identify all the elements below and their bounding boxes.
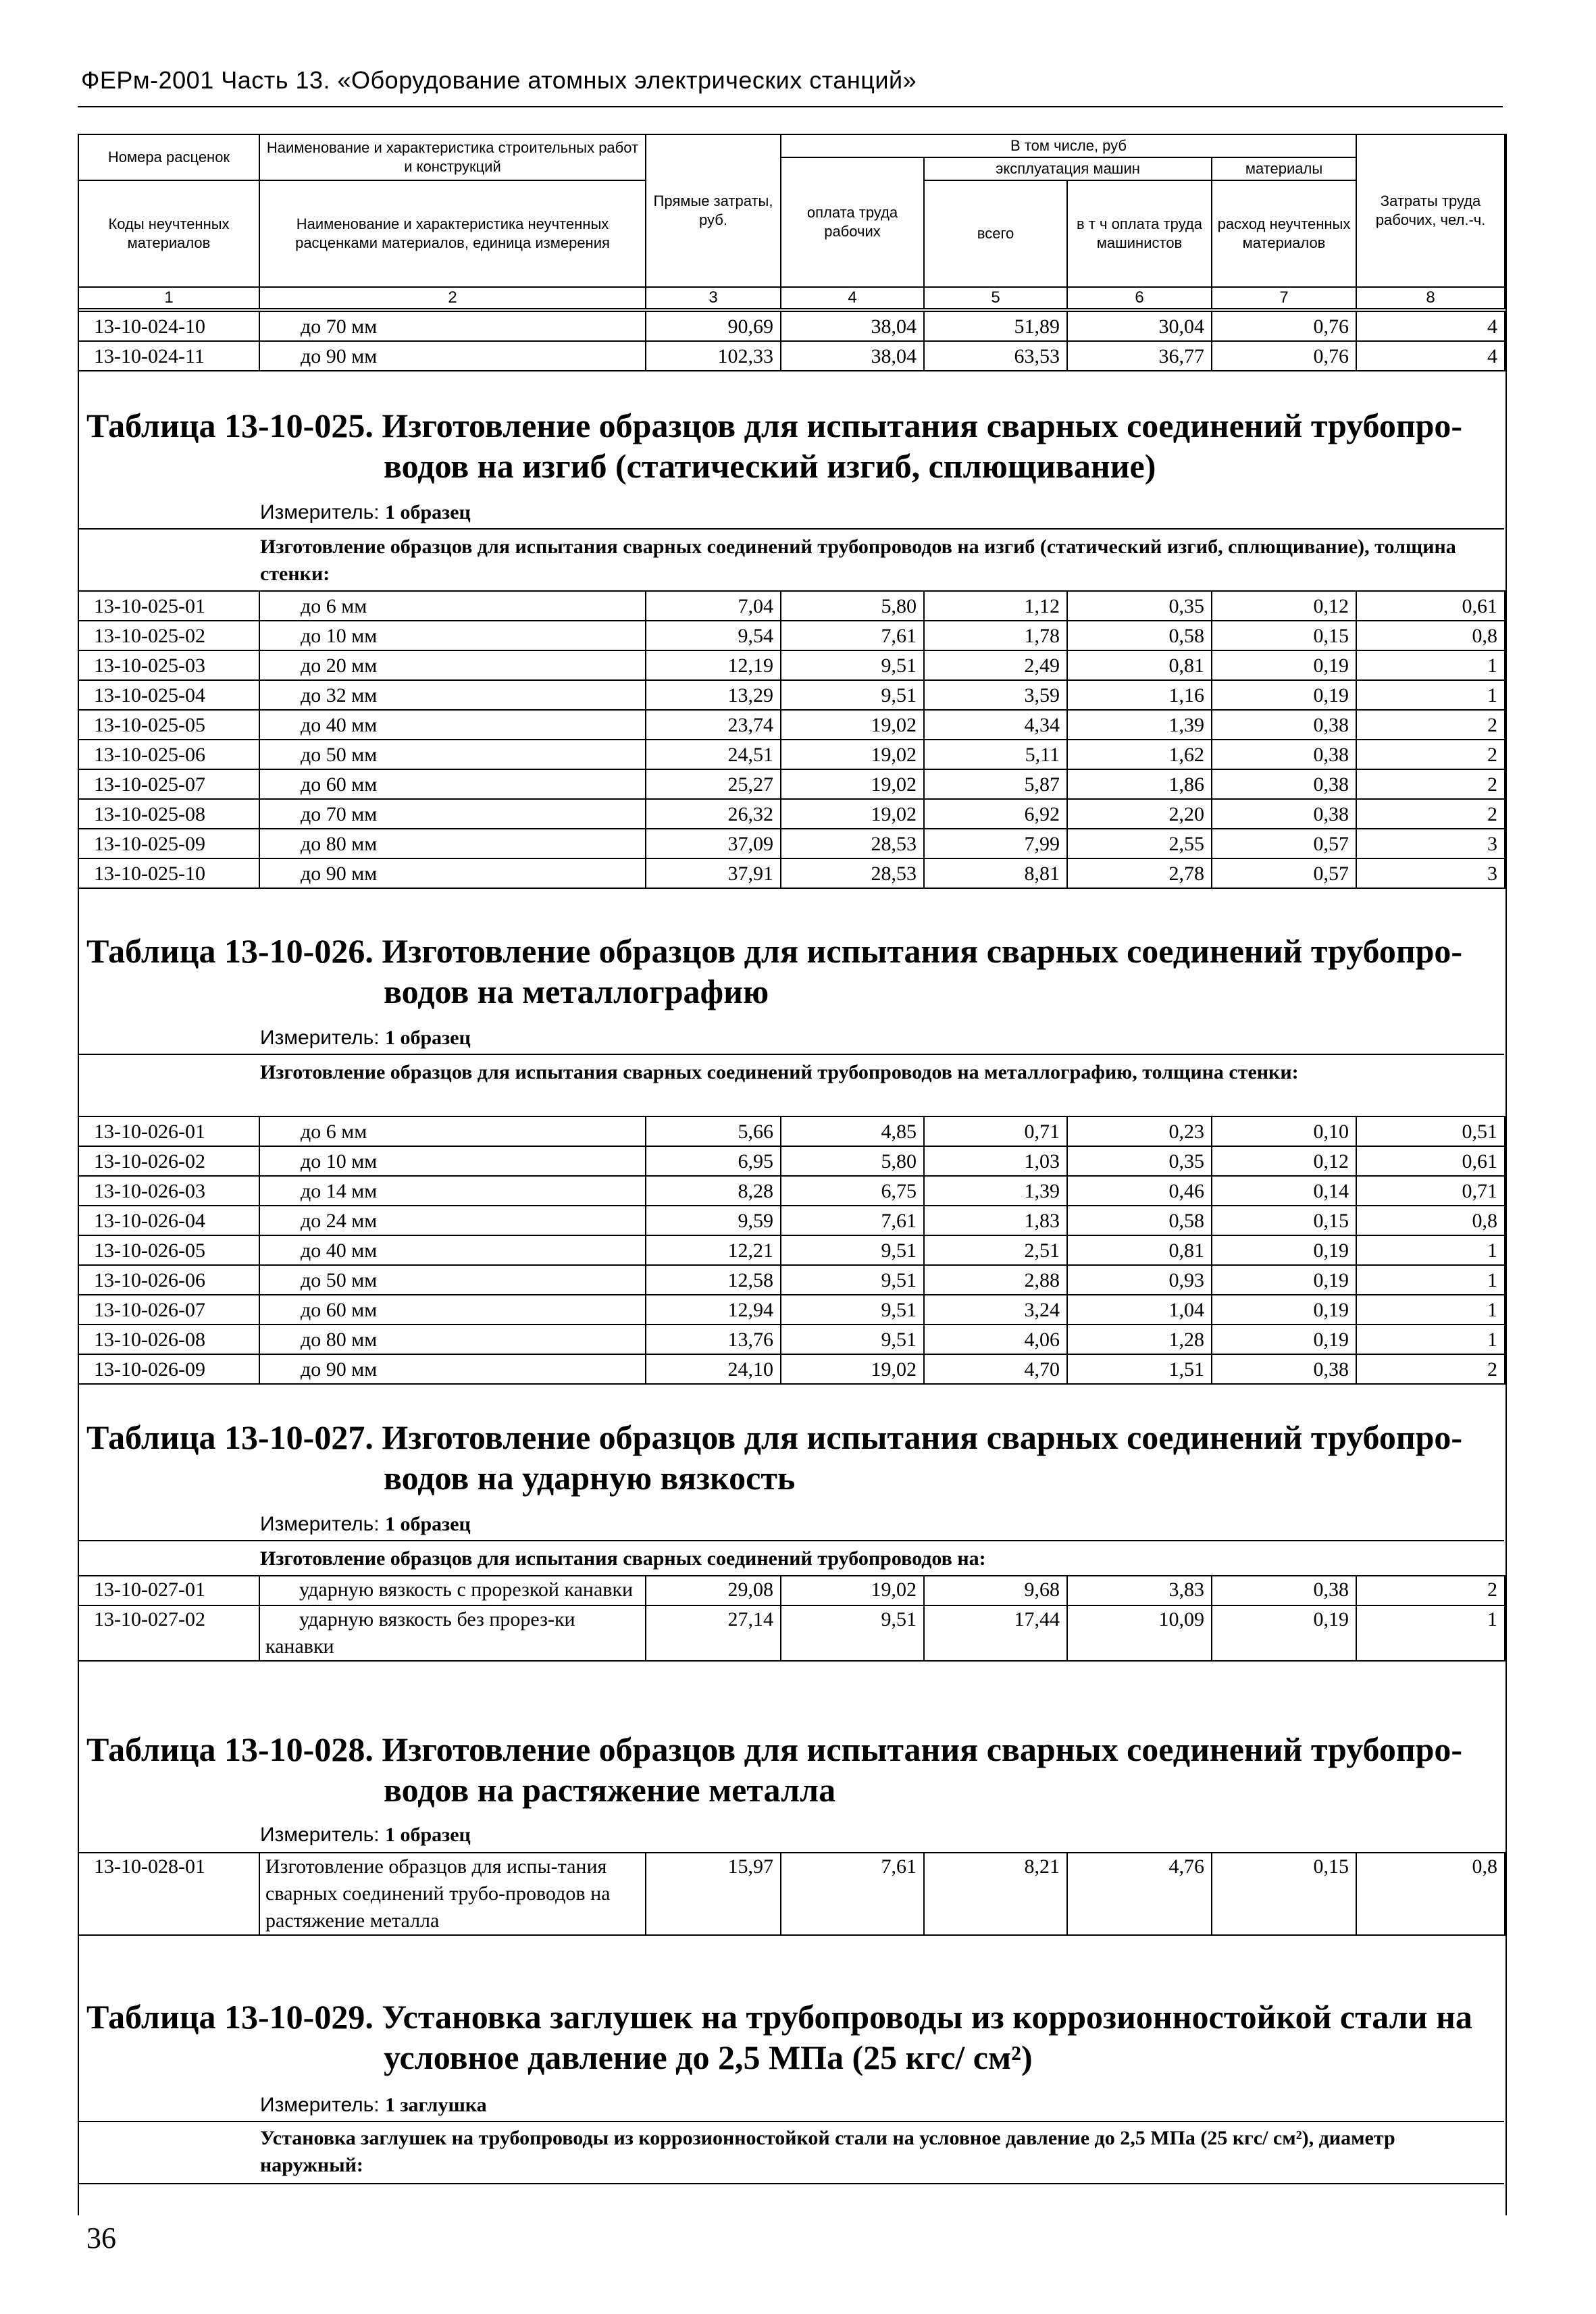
row-machines-total: 63,53 [924,341,1067,371]
row-machines-total: 6,92 [924,799,1067,829]
row-code: 13-10-025-04 [78,680,259,710]
header-group-label: В том числе, руб [781,134,1356,157]
header-col4: оплата труда рабочих [781,157,924,287]
row-labor-pay: 9,51 [781,650,924,680]
table-row [78,799,1505,829]
header-colnum: 7 [1212,287,1356,309]
row-labor-hours: 0,61 [1356,1146,1505,1176]
row-machines-total: 17,44 [924,1605,1067,1661]
table-row [78,1295,1505,1325]
row-materials: 0,19 [1212,680,1356,710]
row-code: 13-10-026-08 [78,1325,259,1354]
row-name: до 24 мм [259,1206,646,1235]
row-labor-hours: 1 [1356,1605,1505,1661]
row-machinists-pay: 0,58 [1067,1206,1212,1235]
table-title-line2: водов на растяжение металла [384,1771,836,1809]
row-code: 13-10-026-03 [78,1176,259,1206]
table-028-title [86,1729,1498,1810]
row-machinists-pay: 2,78 [1067,858,1212,888]
row-code: 13-10-025-02 [78,621,259,650]
row-labor-hours: 2 [1356,1576,1505,1605]
table-027-description: Изготовление образцов для испытания сварных соединений трубопроводов на: [260,1547,986,1570]
row-labor-pay: 9,51 [781,1235,924,1265]
row-labor-hours: 2 [1356,710,1505,740]
row-labor-hours: 2 [1356,740,1505,769]
table-row [78,1265,1505,1295]
row-machinists-pay: 2,55 [1067,829,1212,858]
table-row [78,1235,1505,1265]
row-machines-total: 9,68 [924,1576,1067,1605]
row-direct-cost: 27,14 [646,1605,781,1661]
table-row [78,769,1505,799]
row-machinists-pay: 0,81 [1067,650,1212,680]
header-colnum: 4 [781,287,924,309]
running-head: ФЕРм-2001 Часть 13. «Оборудование атомных электрических станций» [81,66,917,94]
row-direct-cost: 12,94 [646,1295,781,1325]
table-026-meter [260,1027,471,1050]
row-machinists-pay: 1,04 [1067,1295,1212,1325]
table-row [78,1206,1505,1235]
row-machines-total: 1,83 [924,1206,1067,1235]
page-number: 36 [86,2221,116,2255]
row-machinists-pay: 1,62 [1067,740,1212,769]
row-labor-pay: 19,02 [781,769,924,799]
row-machinists-pay: 1,28 [1067,1325,1212,1354]
table-row [78,1146,1505,1176]
row-labor-pay: 28,53 [781,858,924,888]
row-labor-pay: 7,61 [781,621,924,650]
table-026-title [86,931,1498,1012]
row-direct-cost: 9,54 [646,621,781,650]
row-code: 13-10-025-06 [78,740,259,769]
row-machines-total: 0,71 [924,1116,1067,1146]
table-025-description: Изготовление образцов для испытания сварных соединений трубопроводов на изгиб (статический изгиб, сплющивание), толщина стенки: [260,536,1456,585]
meter-value: 1 образец [384,501,471,523]
table-row [78,858,1505,888]
header-col1-bottom: Коды неучтенных материалов [78,180,259,287]
header-colnum: 2 [259,287,646,309]
row-labor-pay: 9,51 [781,1325,924,1354]
header-materials-label: материалы [1212,157,1356,180]
row-name: до 90 мм [259,341,646,371]
row-code: 13-10-026-06 [78,1265,259,1295]
row-labor-pay: 19,02 [781,740,924,769]
header-colnum: 8 [1356,287,1505,309]
row-materials: 0,38 [1212,769,1356,799]
row-machinists-pay: 1,86 [1067,769,1212,799]
table-025-body [78,590,1505,889]
row-machinists-pay: 0,58 [1067,621,1212,650]
row-labor-hours: 3 [1356,829,1505,858]
meter-rule [78,1054,1504,1055]
table-row [78,1853,1505,1935]
row-materials: 0,19 [1212,1265,1356,1295]
table-025-rows [78,591,1505,888]
row-direct-cost: 8,28 [646,1176,781,1206]
row-direct-cost: 15,97 [646,1853,781,1935]
row-machines-total: 5,87 [924,769,1067,799]
row-code: 13-10-025-07 [78,769,259,799]
table-row [78,1176,1505,1206]
row-materials: 0,57 [1212,858,1356,888]
row-machines-total: 7,99 [924,829,1067,858]
row-labor-hours: 1 [1356,1325,1505,1354]
row-name: до 60 мм [259,769,646,799]
row-code: 13-10-026-04 [78,1206,259,1235]
row-labor-hours: 3 [1356,858,1505,888]
row-name: до 10 мм [259,621,646,650]
row-code: 13-10-028-01 [78,1853,259,1935]
header-colnum: 5 [924,287,1067,309]
row-code: 13-10-027-01 [78,1576,259,1605]
row-machinists-pay: 0,35 [1067,1146,1212,1176]
row-labor-hours: 0,8 [1356,621,1505,650]
table-026-rows [78,1116,1505,1384]
table-027-body [78,1575,1505,1662]
row-machines-total: 8,21 [924,1853,1067,1935]
row-labor-pay: 19,02 [781,799,924,829]
row-name: до 90 мм [259,1354,646,1384]
row-machines-total: 8,81 [924,858,1067,888]
row-direct-cost: 26,32 [646,799,781,829]
header-col7: расход неучтенных материалов [1212,180,1356,287]
row-name: до 40 мм [259,710,646,740]
header-col3: Прямые затраты, руб. [646,134,781,287]
row-direct-cost: 13,29 [646,680,781,710]
row-machinists-pay: 1,51 [1067,1354,1212,1384]
table-title-line2: водов на изгиб (статический изгиб, сплющивание) [384,447,1156,485]
row-machines-total: 2,51 [924,1235,1067,1265]
header-colnum: 6 [1067,287,1212,309]
table-row [78,341,1505,371]
table-row [78,591,1505,621]
row-materials: 0,38 [1212,740,1356,769]
row-machinists-pay: 4,76 [1067,1853,1212,1935]
row-machines-total: 2,49 [924,650,1067,680]
row-materials: 0,19 [1212,650,1356,680]
row-machines-total: 4,34 [924,710,1067,740]
row-code: 13-10-026-09 [78,1354,259,1384]
row-labor-hours: 1 [1356,1235,1505,1265]
header-col1-top: Номера расценок [78,134,259,180]
table-027-title [86,1417,1498,1498]
row-machines-total: 3,59 [924,680,1067,710]
table-row [78,1354,1505,1384]
row-machines-total: 1,03 [924,1146,1067,1176]
meter-value: 1 образец [384,1027,471,1049]
row-machinists-pay: 36,77 [1067,341,1212,371]
row-machinists-pay: 0,46 [1067,1176,1212,1206]
row-name: до 80 мм [259,829,646,858]
row-name: до 32 мм [259,680,646,710]
row-labor-pay: 38,04 [781,311,924,341]
row-labor-hours: 4 [1356,341,1505,371]
row-direct-cost: 13,76 [646,1325,781,1354]
row-direct-cost: 12,58 [646,1265,781,1295]
table-row [78,1116,1505,1146]
row-materials: 0,57 [1212,829,1356,858]
row-direct-cost: 90,69 [646,311,781,341]
row-machines-total: 3,24 [924,1295,1067,1325]
table-027-meter [260,1513,471,1536]
row-name: ударную вязкость без прорез-ки канавки [259,1605,646,1661]
row-materials: 0,12 [1212,1146,1356,1176]
row-direct-cost: 29,08 [646,1576,781,1605]
row-materials: 0,38 [1212,710,1356,740]
row-labor-pay: 9,51 [781,680,924,710]
row-name: до 14 мм [259,1176,646,1206]
row-code: 13-10-026-07 [78,1295,259,1325]
table-title-line1: Таблица 13-10-026. Изготовление образцов для испытания сварных соединений трубопро- [86,932,1463,970]
row-labor-hours: 1 [1356,680,1505,710]
row-machinists-pay: 0,93 [1067,1265,1212,1295]
row-machines-total: 2,88 [924,1265,1067,1295]
row-direct-cost: 7,04 [646,591,781,621]
row-labor-pay: 38,04 [781,341,924,371]
table-026-description: Изготовление образцов для испытания сварных соединений трубопроводов на металлографию, толщина стенки: [260,1061,1299,1083]
table-row [78,1325,1505,1354]
table-title-line2: водов на ударную вязкость [384,1459,796,1497]
row-name: до 6 мм [259,1116,646,1146]
row-labor-pay: 4,85 [781,1116,924,1146]
table-row [78,621,1505,650]
row-name: до 70 мм [259,799,646,829]
meter-rule [78,1540,1504,1541]
row-machines-total: 1,78 [924,621,1067,650]
row-labor-pay: 9,51 [781,1265,924,1295]
row-labor-hours: 4 [1356,311,1505,341]
meter-label: Измеритель: [260,501,380,523]
row-code: 13-10-026-01 [78,1116,259,1146]
table-028-meter [260,1824,471,1847]
row-name: до 60 мм [259,1295,646,1325]
row-direct-cost: 23,74 [646,710,781,740]
row-labor-pay: 5,80 [781,591,924,621]
table-row [78,1576,1505,1605]
column-header-table [78,134,1505,309]
meter-label: Измеритель: [260,1027,380,1049]
row-direct-cost: 24,10 [646,1354,781,1384]
row-labor-pay: 9,51 [781,1605,924,1661]
row-labor-hours: 1 [1356,1295,1505,1325]
row-code: 13-10-025-01 [78,591,259,621]
table-026-body [78,1116,1505,1385]
row-direct-cost: 5,66 [646,1116,781,1146]
table-025-title [86,405,1498,486]
row-machinists-pay: 0,81 [1067,1235,1212,1265]
row-labor-pay: 7,61 [781,1206,924,1235]
meter-label: Измеритель: [260,1513,380,1535]
table-029-title [86,1997,1498,2078]
row-direct-cost: 25,27 [646,769,781,799]
row-machinists-pay: 0,35 [1067,591,1212,621]
row-direct-cost: 37,09 [646,829,781,858]
header-rule [78,106,1503,107]
row-machinists-pay: 1,39 [1067,710,1212,740]
row-labor-hours: 2 [1356,1354,1505,1384]
row-labor-hours: 0,51 [1356,1116,1505,1146]
row-name: Изготовление образцов для испы-тания сварных соединений трубо-проводов на растяжение металла [259,1853,646,1935]
row-code: 13-10-026-05 [78,1235,259,1265]
header-col6: в т ч оплата труда машинистов [1067,180,1212,287]
meter-value: 1 образец [384,1513,471,1535]
row-materials: 0,38 [1212,1576,1356,1605]
row-machinists-pay: 0,23 [1067,1116,1212,1146]
row-name: до 20 мм [259,650,646,680]
row-code: 13-10-027-02 [78,1605,259,1661]
row-materials: 0,19 [1212,1605,1356,1661]
meter-value: 1 образец [384,1824,471,1846]
row-machines-total: 1,39 [924,1176,1067,1206]
row-labor-pay: 6,75 [781,1176,924,1206]
row-materials: 0,38 [1212,799,1356,829]
row-materials: 0,19 [1212,1235,1356,1265]
header-machines-label: эксплуатация машин [924,157,1212,180]
row-machinists-pay: 1,16 [1067,680,1212,710]
row-labor-hours: 1 [1356,1265,1505,1295]
row-materials: 0,15 [1212,1853,1356,1935]
table-029-meter [260,2094,487,2117]
table-row [78,710,1505,740]
header-col8: Затраты труда рабочих, чел.-ч. [1356,134,1505,287]
table-title-line1: Таблица 13-10-025. Изготовление образцов для испытания сварных соединений трубопро- [86,407,1463,444]
row-name: до 50 мм [259,740,646,769]
row-direct-cost: 12,19 [646,650,781,680]
row-machinists-pay: 30,04 [1067,311,1212,341]
row-labor-hours: 2 [1356,769,1505,799]
row-direct-cost: 37,91 [646,858,781,888]
table-row [78,829,1505,858]
row-labor-hours: 0,61 [1356,591,1505,621]
row-code: 13-10-024-10 [78,311,259,341]
row-materials: 0,19 [1212,1295,1356,1325]
row-machines-total: 1,12 [924,591,1067,621]
row-name: до 10 мм [259,1146,646,1176]
row-name: ударную вязкость с прорезкой канавки [259,1576,646,1605]
row-machinists-pay: 10,09 [1067,1605,1212,1661]
row-labor-pay: 19,02 [781,710,924,740]
row-labor-hours: 0,8 [1356,1206,1505,1235]
row-labor-hours: 2 [1356,799,1505,829]
row-name: до 50 мм [259,1265,646,1295]
table-title-line2: водов на металлографию [384,973,769,1010]
table-title-line2: условное давление до 2,5 МПа (25 кгс/ см²) [384,2038,1033,2076]
row-labor-pay: 7,61 [781,1853,924,1935]
meter-rule [78,2121,1504,2122]
row-materials: 0,14 [1212,1176,1356,1206]
row-labor-pay: 19,02 [781,1576,924,1605]
row-machinists-pay: 3,83 [1067,1576,1212,1605]
row-code: 13-10-024-11 [78,341,259,371]
row-direct-cost: 12,21 [646,1235,781,1265]
header-colnum: 1 [78,287,259,309]
meter-rule [78,528,1504,530]
table-row [78,650,1505,680]
row-name: до 6 мм [259,591,646,621]
row-direct-cost: 6,95 [646,1146,781,1176]
row-code: 13-10-025-03 [78,650,259,680]
table-028-body [78,1852,1505,1936]
row-code: 13-10-025-05 [78,710,259,740]
row-materials: 0,15 [1212,621,1356,650]
header-col2-top: Наименование и характеристика строительных работ и конструкций [259,134,646,180]
row-machinists-pay: 2,20 [1067,799,1212,829]
table-024-body [78,311,1505,371]
row-labor-pay: 28,53 [781,829,924,858]
table-row [78,740,1505,769]
table-029-description: Установка заглушек на трубопроводы из коррозионностойкой стали на условное давление до 2,5 МПа (25 кгс/ см²), диаметр наружный: [260,2127,1395,2176]
row-labor-hours: 0,8 [1356,1853,1505,1935]
table-title-line1: Таблица 13-10-029. Установка заглушек на трубопроводы из коррозионностойкой стали на [86,1998,1472,2036]
row-labor-pay: 19,02 [781,1354,924,1384]
row-materials: 0,19 [1212,1325,1356,1354]
meter-value: 1 заглушка [384,2094,487,2116]
row-machines-total: 4,70 [924,1354,1067,1384]
row-materials: 0,76 [1212,311,1356,341]
table-title-line1: Таблица 13-10-027. Изготовление образцов для испытания сварных соединений трубопро- [86,1418,1463,1456]
header-col5: всего [924,180,1067,287]
row-direct-cost: 102,33 [646,341,781,371]
table-row [78,680,1505,710]
row-labor-pay: 9,51 [781,1295,924,1325]
row-machines-total: 51,89 [924,311,1067,341]
row-materials: 0,10 [1212,1116,1356,1146]
table-title-line1: Таблица 13-10-028. Изготовление образцов для испытания сварных соединений трубопро- [86,1730,1463,1768]
row-name: до 90 мм [259,858,646,888]
table-029-bottom-rule [78,2183,1504,2184]
row-code: 13-10-025-10 [78,858,259,888]
row-code: 13-10-025-09 [78,829,259,858]
row-machines-total: 4,06 [924,1325,1067,1354]
table-row [78,311,1505,341]
row-materials: 0,12 [1212,591,1356,621]
row-name: до 80 мм [259,1325,646,1354]
row-direct-cost: 24,51 [646,740,781,769]
header-col2-bottom: Наименование и характеристика неучтенных расценками материалов, единица измерения [259,180,646,287]
row-machines-total: 5,11 [924,740,1067,769]
row-labor-pay: 5,80 [781,1146,924,1176]
row-code: 13-10-025-08 [78,799,259,829]
table-025-meter [260,501,471,524]
row-labor-hours: 0,71 [1356,1176,1505,1206]
meter-label: Измеритель: [260,1824,380,1846]
row-materials: 0,15 [1212,1206,1356,1235]
header-colnum: 3 [646,287,781,309]
row-labor-hours: 1 [1356,650,1505,680]
row-materials: 0,76 [1212,341,1356,371]
row-name: до 70 мм [259,311,646,341]
row-name: до 40 мм [259,1235,646,1265]
row-materials: 0,38 [1212,1354,1356,1384]
row-code: 13-10-026-02 [78,1146,259,1176]
table-row [78,1605,1505,1661]
meter-label: Измеритель: [260,2094,380,2116]
row-direct-cost: 9,59 [646,1206,781,1235]
